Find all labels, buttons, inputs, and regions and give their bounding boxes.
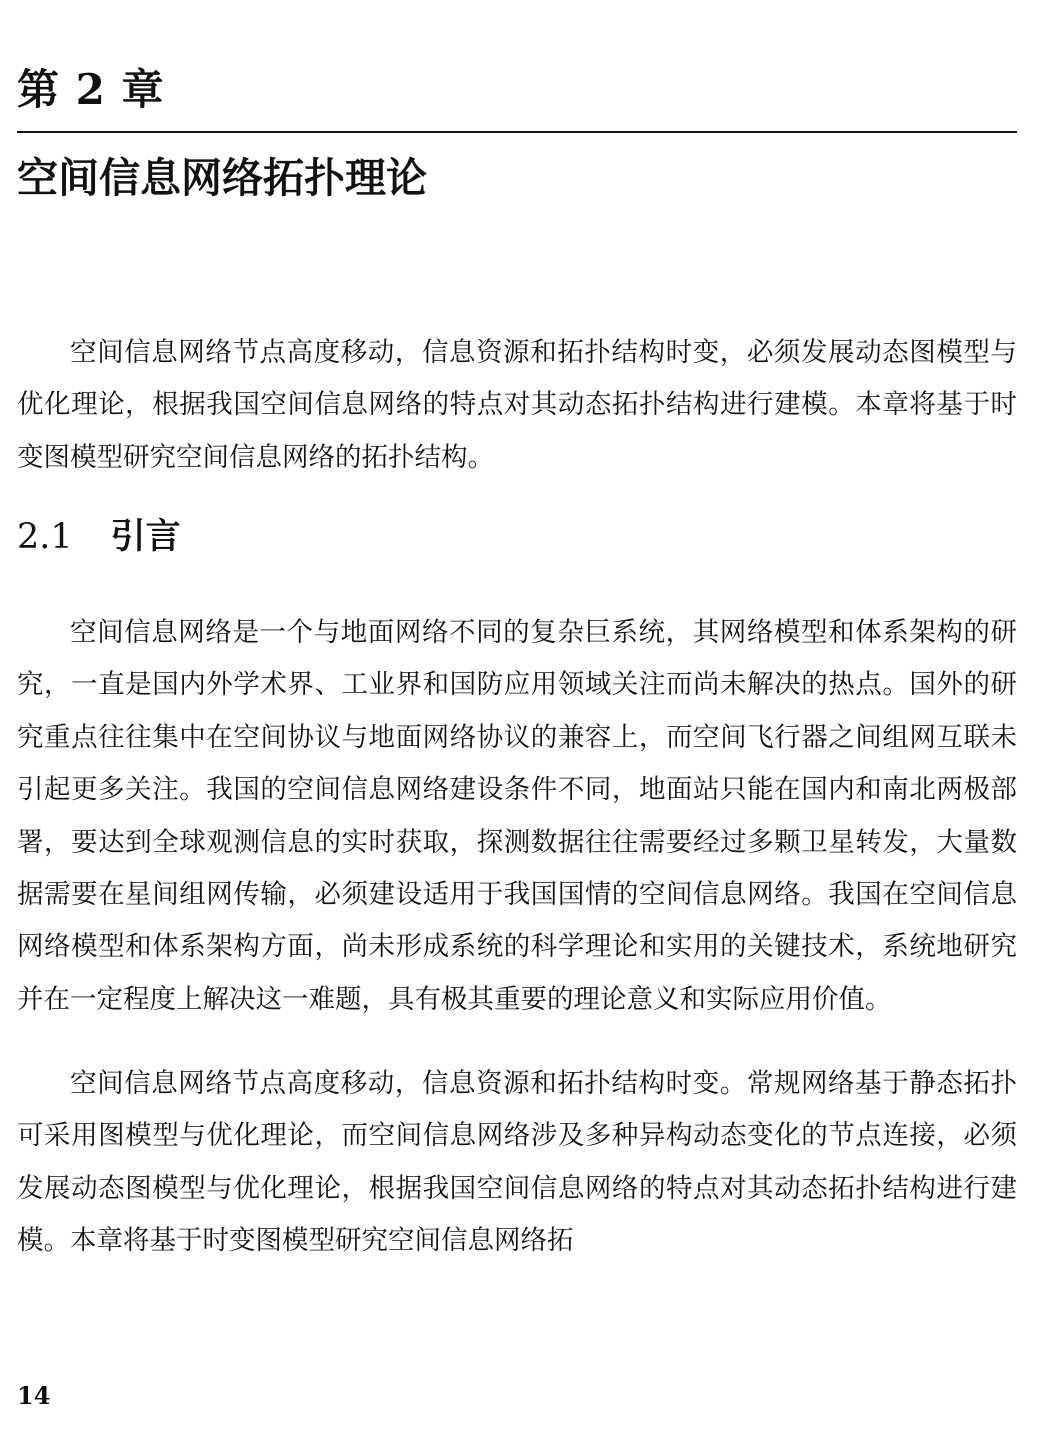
body-paragraph: 空间信息网络是一个与地面网络不同的复杂巨系统，其网络模型和体系架构的研究，一直是国内外学术界、工业界和国防应用领域关注而尚未解决的热点。国外的研究重点往往集中在空间协议与地面网络协议的兼容上，而空间飞行器之间组网互联未引起更多关注。我国的空间信息网络建设条件不同，地面站只能在国内和南北两极部署，要达到全球观测信息的实时获取，探测数据往往需要经过多颗卫星转发，大量数据需要在星间组网传输，必须建设适用于我国国情的空间信息网络。我国在空间信息网络模型和体系架构方面，尚未形成系统的科学理论和实用的关键技术，系统地研究并在一定程度上解决这一难题，具有极其重要的理论意义和实际应用价值。 (17, 617, 1017, 1015)
chapter-number: 第 2 章 (17, 65, 165, 114)
section-number: 2.1 (17, 517, 73, 557)
intro-paragraph: 空间信息网络节点高度移动，信息资源和拓扑结构时变，必须发展动态图模型与优化理论，根据我国空间信息网络的特点对其动态拓扑结构进行建模。本章将基于时变图模型研究空间信息网络的拓扑结构。 (17, 337, 1017, 473)
section-heading (17, 512, 181, 562)
chapter-divider (17, 131, 1017, 133)
chapter-title: 空间信息网络拓扑理论 (17, 154, 427, 202)
body-paragraph: 空间信息网络节点高度移动，信息资源和拓扑结构时变。常规网络基于静态拓扑可采用图模型与优化理论，而空间信息网络涉及多种异构动态变化的节点连接，必须发展动态图模型与优化理论，根据我国空间信息网络的特点对其动态拓扑结构进行建模。本章将基于时变图模型研究空间信息网络拓 (17, 1068, 1017, 1257)
section-title: 引言 (110, 516, 181, 557)
page-number: 14 (17, 1381, 51, 1410)
